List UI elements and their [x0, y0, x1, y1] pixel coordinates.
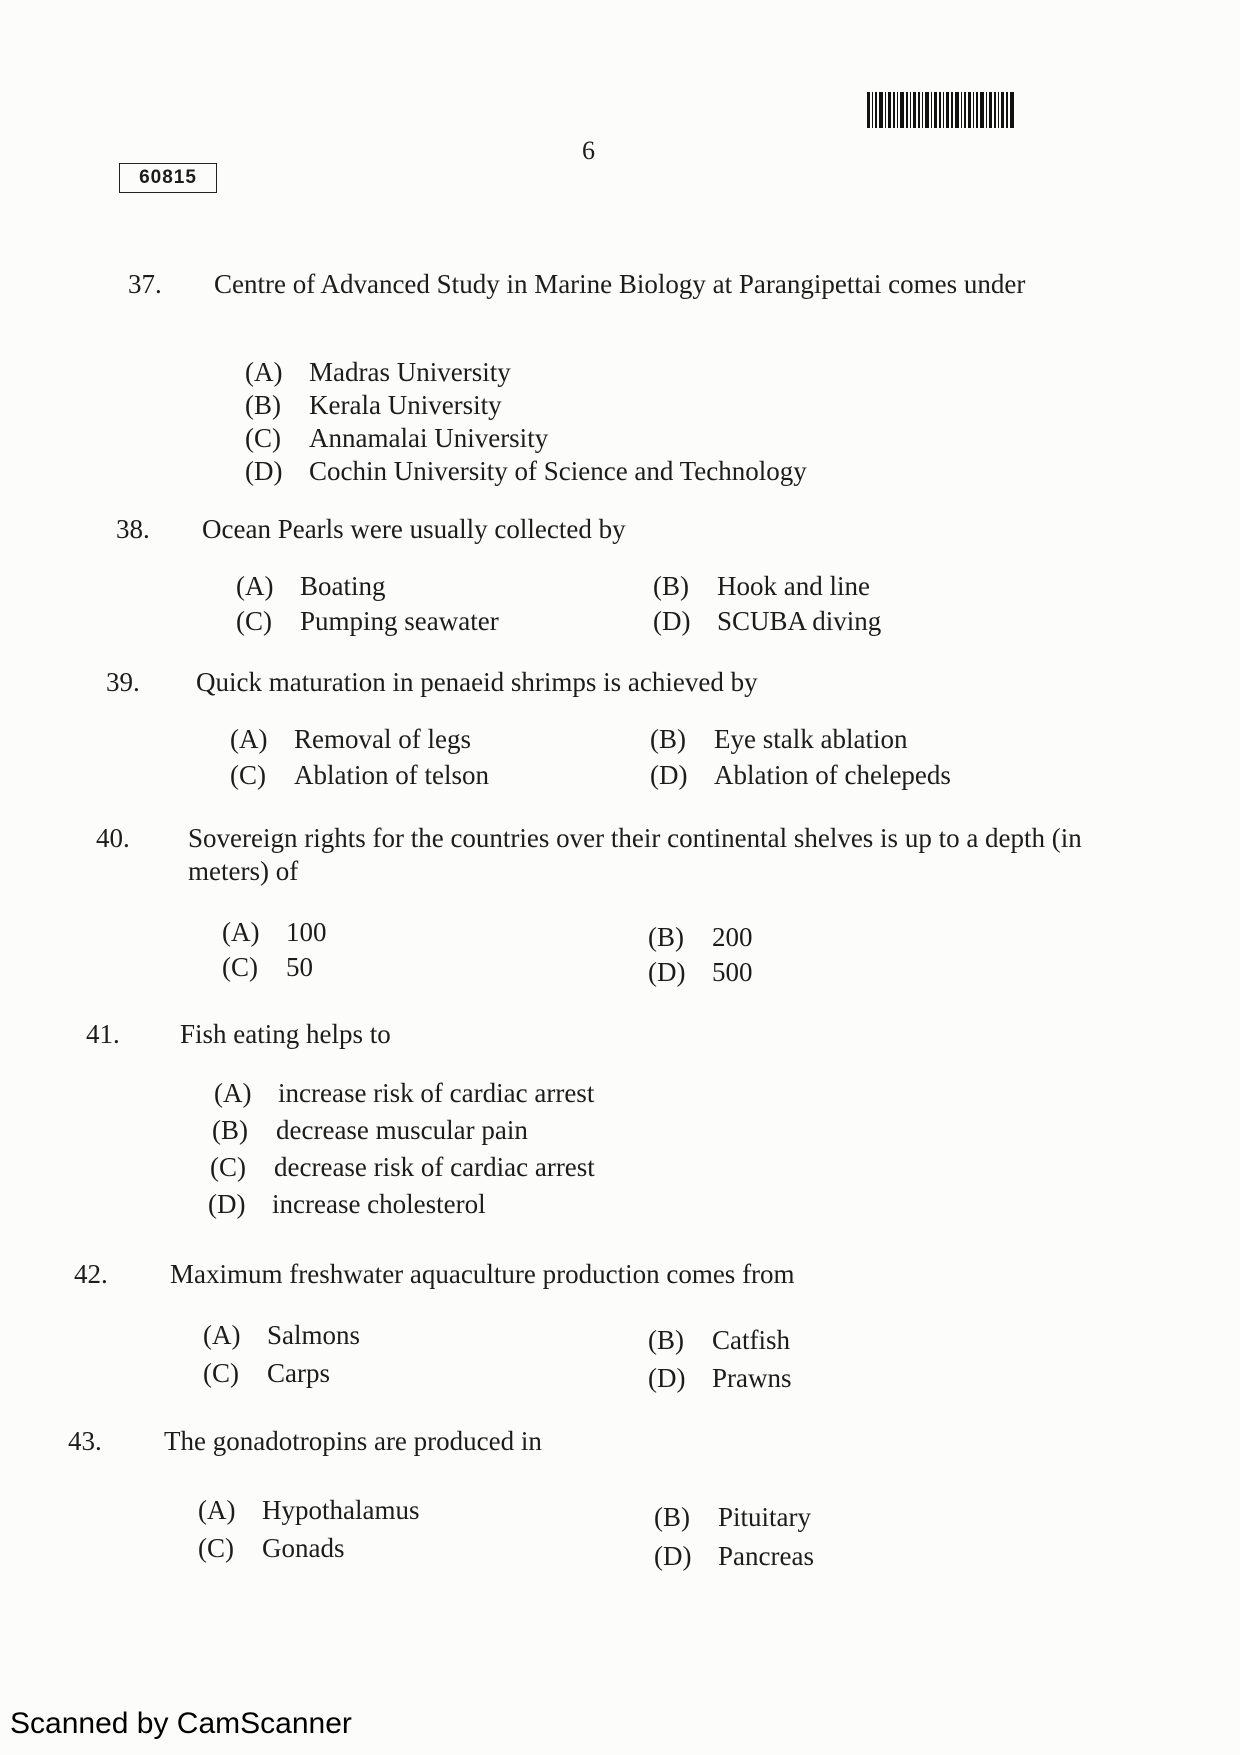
- option-a: [198, 1495, 419, 1526]
- page-number: 6: [582, 136, 595, 165]
- option-letter: (B): [650, 724, 686, 754]
- option-letter: (B): [212, 1115, 248, 1145]
- option-letter: (B): [648, 1325, 684, 1355]
- option-letter: (D): [245, 456, 283, 486]
- option-text: Eye stalk ablation: [714, 724, 908, 754]
- option-text: Prawns: [712, 1363, 792, 1393]
- question-number: 39.: [106, 667, 140, 697]
- question-text: Sovereign rights for the countries over their continental shelves is up to a depth (in meters) of: [188, 823, 1082, 886]
- option-b: [648, 1325, 790, 1356]
- option-text: increase risk of cardiac arrest: [278, 1078, 595, 1108]
- option-letter: (D): [208, 1189, 246, 1219]
- option-text: Hypothalamus: [262, 1495, 420, 1525]
- option-letter: (A): [230, 724, 268, 754]
- option-text: 500: [712, 957, 753, 987]
- question-number: 40.: [96, 823, 130, 853]
- option-letter: (A): [214, 1078, 252, 1108]
- question-number: 38.: [116, 514, 150, 544]
- option-a: [222, 917, 327, 948]
- question-text: The gonadotropins are produced in: [164, 1426, 542, 1456]
- option-text: increase cholesterol: [272, 1189, 486, 1219]
- option-d: [648, 1363, 792, 1394]
- question-text: Quick maturation in penaeid shrimps is achieved by: [196, 667, 758, 697]
- option-b: [245, 390, 502, 421]
- option-letter: (C): [245, 423, 281, 453]
- option-letter: (A): [245, 357, 283, 387]
- option-letter: (D): [650, 760, 688, 790]
- option-letter: (D): [653, 606, 691, 636]
- option-c: [198, 1533, 345, 1564]
- option-c: [222, 952, 313, 983]
- question-text: Maximum freshwater aquaculture production comes from: [170, 1259, 795, 1289]
- option-letter: (D): [654, 1541, 692, 1571]
- option-d: [208, 1189, 486, 1220]
- option-text: Kerala University: [309, 390, 502, 420]
- option-text: Cochin University of Science and Technology: [309, 456, 807, 486]
- option-a: [230, 724, 471, 755]
- question-number: 37.: [128, 269, 162, 299]
- option-a: [214, 1078, 594, 1109]
- option-c: [236, 606, 499, 637]
- option-text: Pumping seawater: [300, 606, 499, 636]
- option-text: decrease risk of cardiac arrest: [274, 1152, 595, 1182]
- option-d: [650, 760, 951, 791]
- barcode-icon: [867, 92, 1047, 128]
- option-b: [654, 1502, 811, 1533]
- option-text: decrease muscular pain: [276, 1115, 528, 1145]
- option-text: 200: [712, 922, 753, 952]
- option-text: Ablation of chelepeds: [714, 760, 951, 790]
- option-letter: (B): [654, 1502, 690, 1532]
- option-b: [650, 724, 907, 755]
- option-text: Hook and line: [717, 571, 870, 601]
- option-letter: (C): [198, 1533, 234, 1563]
- option-text: Gonads: [262, 1533, 345, 1563]
- option-letter: (B): [648, 922, 684, 952]
- option-text: Removal of legs: [294, 724, 471, 754]
- option-letter: (C): [210, 1152, 246, 1182]
- paper-code-box: 60815: [119, 163, 217, 193]
- option-c: [230, 760, 489, 791]
- option-a: [245, 357, 511, 388]
- option-text: Carps: [267, 1358, 330, 1388]
- option-letter: (D): [648, 1363, 686, 1393]
- option-a: [203, 1320, 360, 1351]
- option-d: [654, 1541, 814, 1572]
- scanner-watermark: Scanned by CamScanner: [10, 1707, 352, 1740]
- option-text: Ablation of telson: [294, 760, 489, 790]
- option-letter: (D): [648, 957, 686, 987]
- option-a: [236, 571, 386, 602]
- option-c: [203, 1358, 330, 1389]
- option-letter: (C): [203, 1358, 239, 1388]
- question-text: Fish eating helps to: [180, 1019, 391, 1049]
- option-text: Annamalai University: [309, 423, 549, 453]
- option-letter: (A): [236, 571, 274, 601]
- option-text: Catfish: [712, 1325, 790, 1355]
- option-c: [245, 423, 548, 454]
- option-letter: (B): [245, 390, 281, 420]
- option-text: Pancreas: [718, 1541, 814, 1571]
- question-number: 41.: [86, 1019, 120, 1049]
- option-letter: (B): [653, 571, 689, 601]
- option-b: [212, 1115, 528, 1146]
- option-letter: (C): [236, 606, 272, 636]
- option-letter: (C): [222, 952, 258, 982]
- option-letter: (C): [230, 760, 266, 790]
- option-b: [648, 922, 753, 953]
- question-text: Ocean Pearls were usually collected by: [202, 514, 626, 544]
- option-text: Salmons: [267, 1320, 361, 1350]
- option-text: Madras University: [309, 357, 511, 387]
- option-d: [653, 606, 881, 637]
- option-text: SCUBA diving: [717, 606, 882, 636]
- question-number: 42.: [74, 1259, 108, 1289]
- option-b: [653, 571, 870, 602]
- question-text: Centre of Advanced Study in Marine Biology at Parangipettai comes under: [214, 269, 1026, 299]
- option-text: Pituitary: [718, 1502, 811, 1532]
- option-letter: (A): [222, 917, 260, 947]
- option-text: 100: [286, 917, 327, 947]
- option-text: Boating: [300, 571, 386, 601]
- option-letter: (A): [203, 1320, 241, 1350]
- option-letter: (A): [198, 1495, 236, 1525]
- option-d: [245, 456, 807, 487]
- option-c: [210, 1152, 595, 1183]
- question-number: 43.: [68, 1426, 102, 1456]
- option-text: 50: [286, 952, 313, 982]
- option-d: [648, 957, 753, 988]
